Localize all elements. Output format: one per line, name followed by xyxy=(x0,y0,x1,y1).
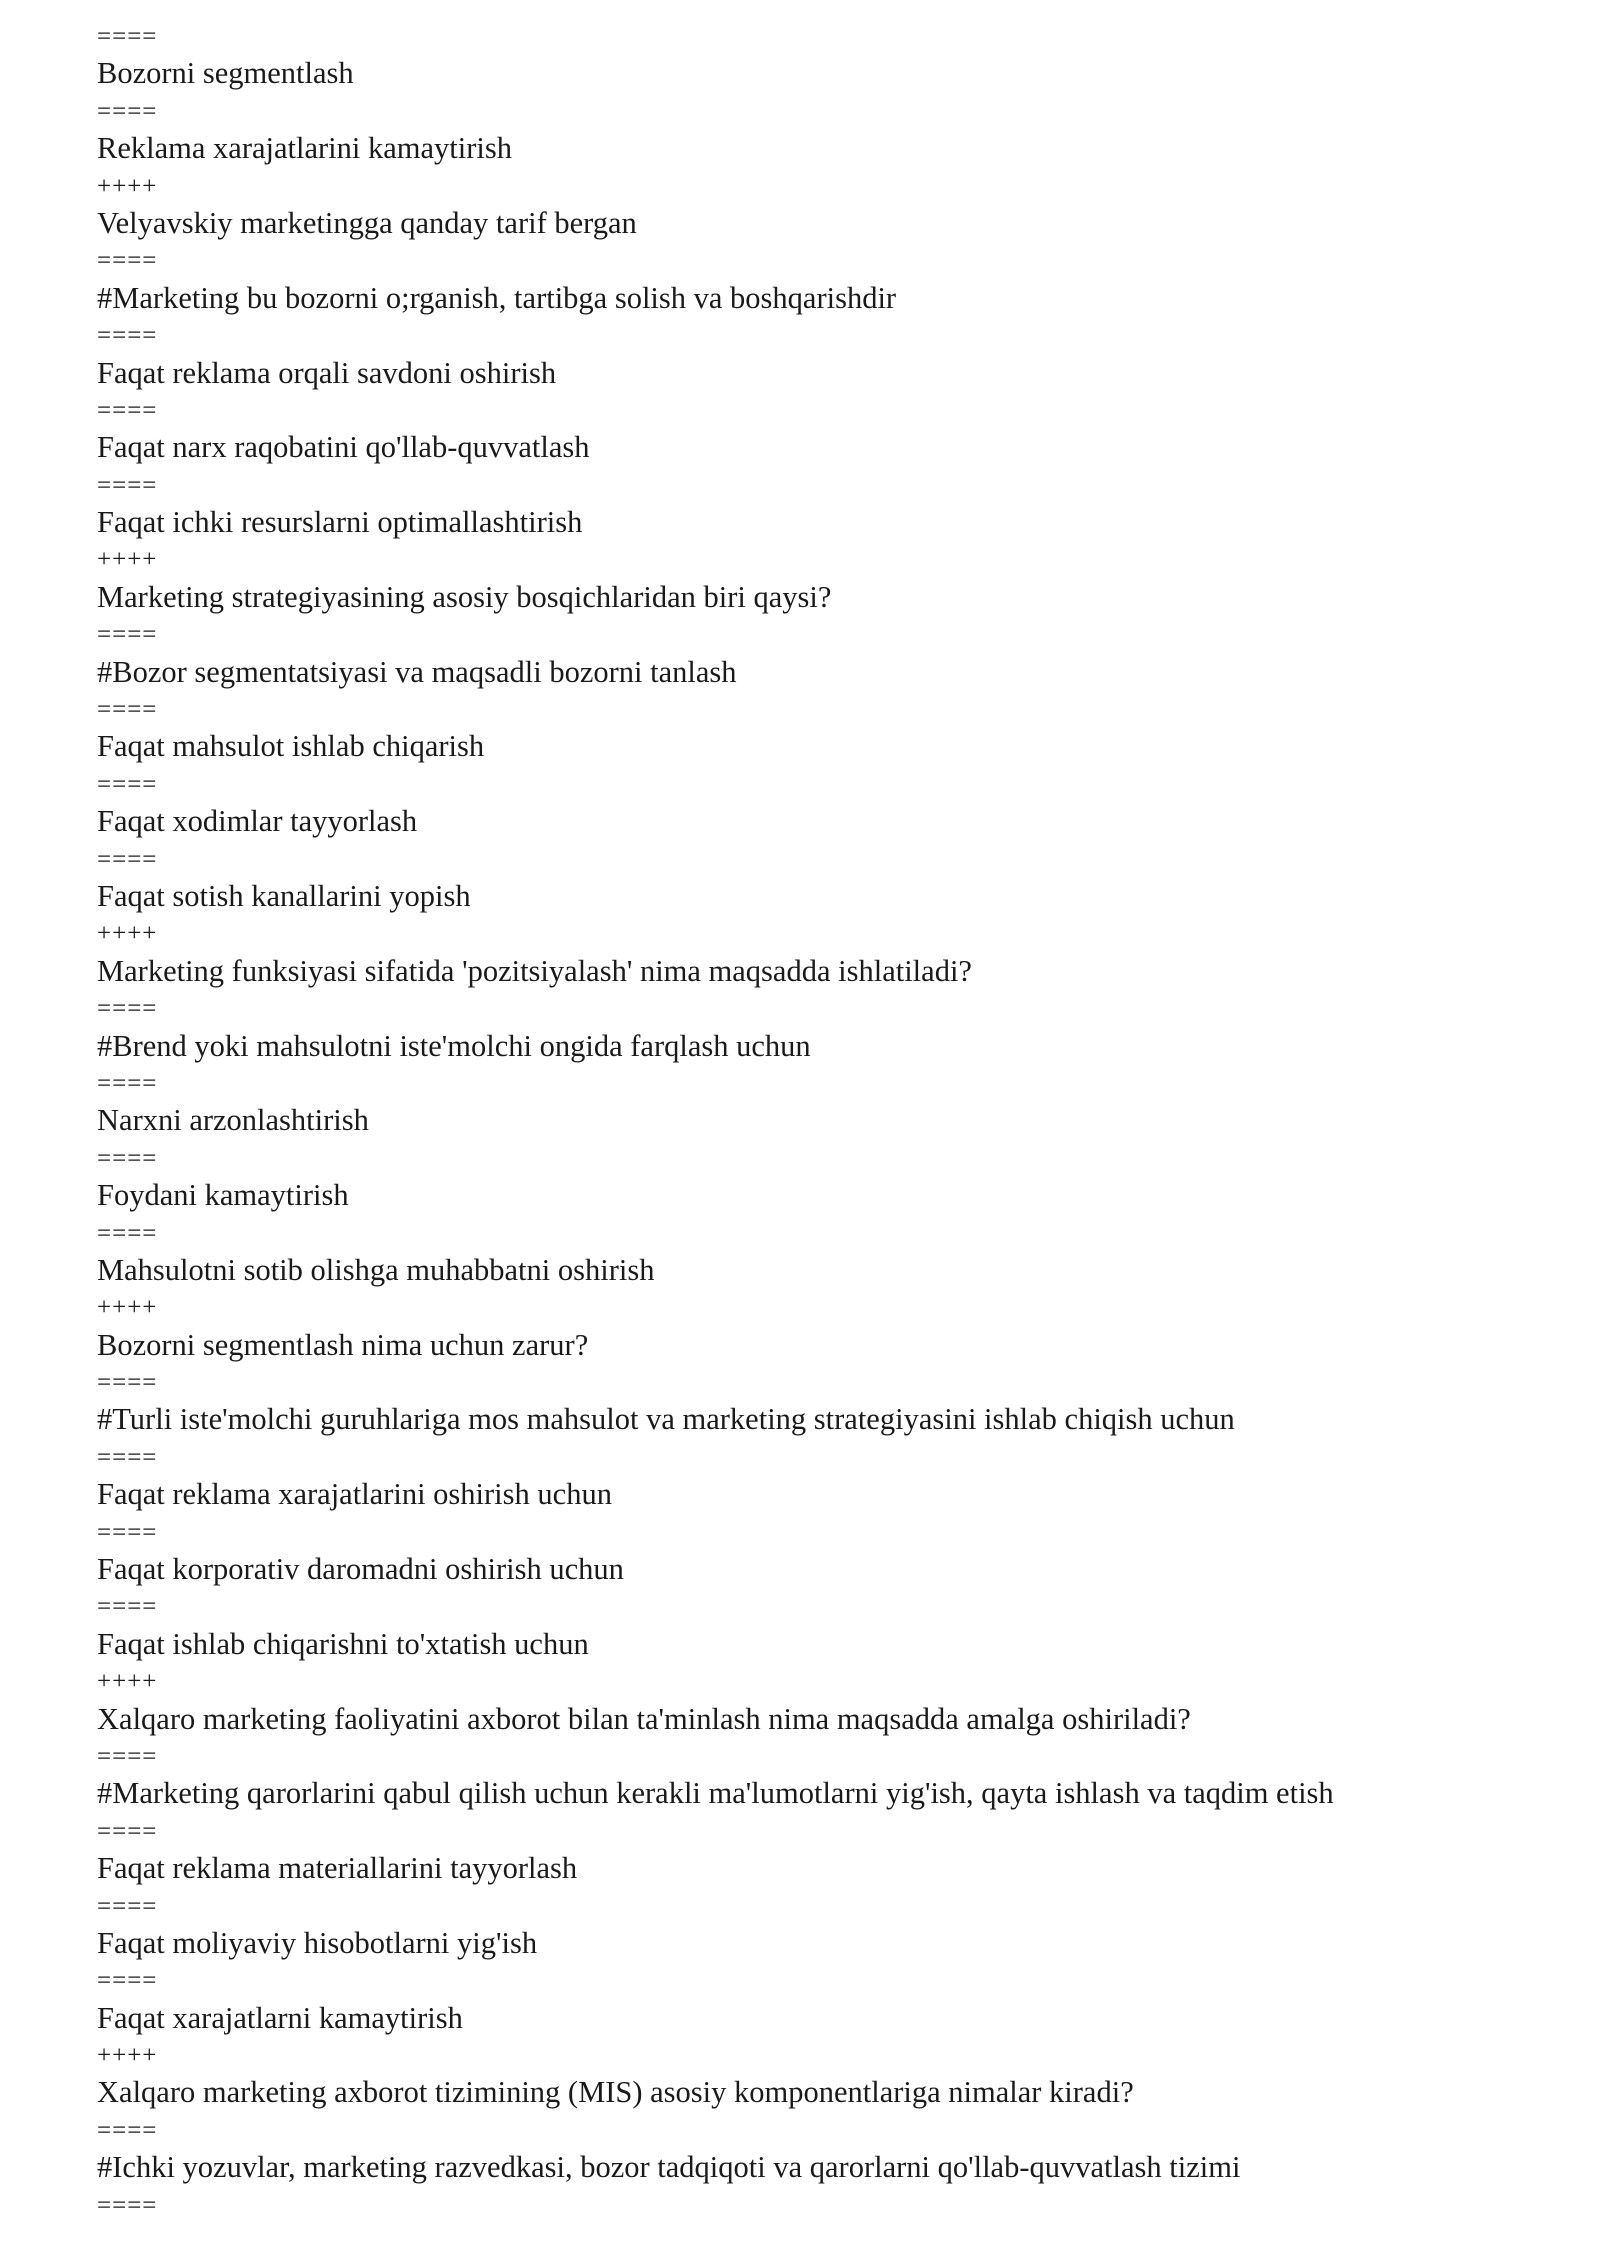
separator-equals: ==== xyxy=(97,1742,158,1770)
correct-answer: #Ichki yozuvlar, marketing razvedkasi, bozor tadqiqoti va qarorlarni qo'llab-quvvatlash tizimi xyxy=(97,2150,1241,2185)
answer-option: Faqat sotish kanallarini yopish xyxy=(97,878,471,913)
separator-equals: ==== xyxy=(97,1593,158,1621)
question-text: Bozorni segmentlash nima uchun zarur? xyxy=(97,1327,589,1362)
separator-equals: ==== xyxy=(97,1144,158,1172)
separator-equals: ==== xyxy=(97,1518,158,1546)
answer-option: Faqat ishlab chiqarishni to'xtatish uchun xyxy=(97,1626,589,1661)
separator-equals: ==== xyxy=(97,770,158,798)
separator-plus: ++++ xyxy=(97,920,158,948)
separator-plus: ++++ xyxy=(97,2042,158,2070)
correct-answer: #Bozor segmentatsiyasi va maqsadli bozorni tanlash xyxy=(97,654,737,689)
answer-option: Faqat korporativ daromadni oshirish uchun xyxy=(97,1552,624,1587)
separator-plus: ++++ xyxy=(97,546,158,574)
separator-equals: ==== xyxy=(97,1219,158,1247)
correct-answer: #Turli iste'molchi guruhlariga mos mahsulot va marketing strategiyasini ishlab chiqish uchun xyxy=(97,1402,1235,1437)
separator-equals: ==== xyxy=(97,396,158,424)
answer-option: Faqat reklama materiallarini tayyorlash xyxy=(97,1851,578,1886)
answer-option: Mahsulotni sotib olishga muhabbatni oshirish xyxy=(97,1252,655,1287)
separator-equals: ==== xyxy=(97,995,158,1023)
answer-option: Faqat xarajatlarni kamaytirish xyxy=(97,2000,463,2035)
separator-equals: ==== xyxy=(97,1892,158,1920)
separator-plus: ++++ xyxy=(97,1668,158,1696)
separator-equals: ==== xyxy=(97,23,158,50)
separator-plus: ++++ xyxy=(97,172,158,200)
answer-option: Narxni arzonlashtirish xyxy=(97,1103,369,1138)
separator-equals: ==== xyxy=(97,2116,158,2144)
question-text: Xalqaro marketing faoliyatini axborot bilan ta'minlash nima maqsadda amalga oshiriladi? xyxy=(97,1701,1191,1736)
separator-equals: ==== xyxy=(97,2191,158,2219)
document-page xyxy=(97,18,1557,2224)
separator-equals: ==== xyxy=(97,1069,158,1097)
separator-equals: ==== xyxy=(97,97,158,125)
separator-equals: ==== xyxy=(97,322,158,350)
answer-option: Reklama xarajatlarini kamaytirish xyxy=(97,131,512,166)
question-text: Velyavskiy marketingga qanday tarif bergan xyxy=(97,205,637,240)
question-text: Marketing strategiyasining asosiy bosqichlaridan biri qaysi? xyxy=(97,579,832,614)
separator-equals: ==== xyxy=(97,621,158,649)
answer-option: Faqat mahsulot ishlab chiqarish xyxy=(97,729,485,764)
separator-equals: ==== xyxy=(97,1817,158,1845)
answer-option: Foydani kamaytirish xyxy=(97,1178,349,1213)
separator-equals: ==== xyxy=(97,845,158,873)
separator-equals: ==== xyxy=(97,1967,158,1995)
correct-answer: #Marketing qarorlarini qabul qilish uchun kerakli ma'lumotlarni yig'ish, qayta ishlash va taqdim etish xyxy=(97,1776,1334,1811)
separator-equals: ==== xyxy=(97,696,158,724)
answer-option: Faqat xodimlar tayyorlash xyxy=(97,804,418,839)
separator-equals: ==== xyxy=(97,1443,158,1471)
question-text: Marketing funksiyasi sifatida 'pozitsiyalash' nima maqsadda ishlatiladi? xyxy=(97,953,972,988)
answer-option: Faqat moliyaviy hisobotlarni yig'ish xyxy=(97,1925,538,1960)
answer-option: Faqat narx raqobatini qo'llab-quvvatlash xyxy=(97,430,590,465)
separator-equals: ==== xyxy=(97,247,158,275)
separator-plus: ++++ xyxy=(97,1294,158,1322)
separator-equals: ==== xyxy=(97,471,158,499)
answer-option: Faqat ichki resurslarni optimallashtirish xyxy=(97,505,583,540)
separator-equals: ==== xyxy=(97,1369,158,1397)
question-text: Xalqaro marketing axborot tizimining (MIS) asosiy komponentlariga nimalar kiradi? xyxy=(97,2075,1134,2110)
correct-answer: #Brend yoki mahsulotni iste'molchi ongida farqlash uchun xyxy=(97,1028,811,1063)
answer-option: Faqat reklama orqali savdoni oshirish xyxy=(97,355,557,390)
answer-option: Bozorni segmentlash xyxy=(97,56,354,91)
answer-option: Faqat reklama xarajatlarini oshirish uchun xyxy=(97,1477,612,1512)
correct-answer: #Marketing bu bozorni o;rganish, tartibga solish va boshqarishdir xyxy=(97,280,897,315)
